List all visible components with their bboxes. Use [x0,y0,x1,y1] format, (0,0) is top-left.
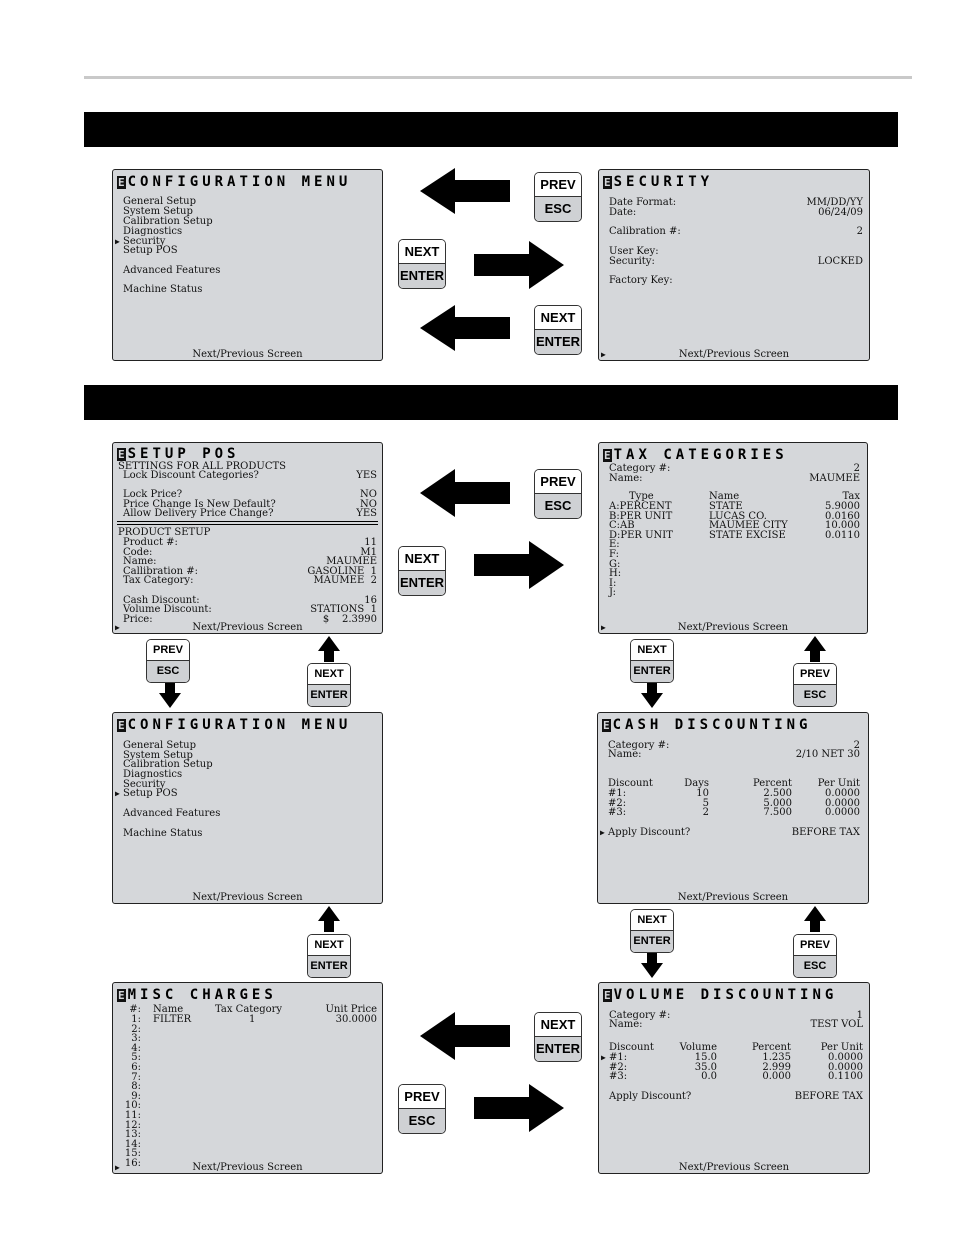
screen-footer: Next/Previous Screen [678,1162,790,1173]
next-label: NEXT [308,664,350,685]
tax-row-name: LUCAS CO. [709,510,767,522]
menu-item-advanced-features[interactable]: Advanced Features [123,808,221,819]
tax-row-type: I: [609,577,617,589]
screen-title: E TAX CATEGORIES [604,447,788,463]
screen-footer: Next/Previous Screen [192,622,303,633]
next-label: NEXT [631,640,673,661]
next-label: NEXT [631,910,673,931]
prev-esc-key[interactable] [398,1084,446,1134]
lock-price-label: Lock Price? [123,489,183,500]
name-label: Name: [609,473,643,484]
menu-item-advanced-features[interactable]: Advanced Features [123,265,221,276]
arrow-down-icon [641,953,663,978]
factory-key-label[interactable]: Factory Key: [609,275,673,286]
arrow-left-icon [420,469,510,517]
arrow-right-icon [474,541,564,589]
enter-label: ENTER [631,930,673,952]
product-number-value[interactable]: 11 [364,537,377,548]
configuration-menu-screen [112,169,383,361]
next-enter-key[interactable] [630,639,674,683]
date-format-value[interactable]: MM/DD/YY [806,197,863,208]
price-change-label: Price Change Is New Default? [123,499,276,510]
calibration-label: Calibration #: [609,226,681,237]
tax-row-rate: 5.9000 [825,501,860,512]
column-header-type: Type [629,491,654,502]
column-header-per-unit: Per Unit [820,1042,863,1053]
date-format-label: Date Format: [609,197,677,208]
separator [117,521,378,522]
prev-esc-key[interactable] [793,663,837,707]
misc-charges-screen [112,982,383,1174]
cursor-icon: ▶ [600,828,605,837]
column-header-discount: Discount [608,778,653,789]
tax-category-label: Tax Category: [123,575,194,586]
prev-esc-key[interactable] [793,934,837,978]
misc-row-unit-price: 30.0000 [335,1014,377,1025]
cash-row-percent: 7.500 [763,807,792,819]
cash-row-days: 10 [696,788,709,799]
tax-row-rate: 0.0160 [825,510,860,522]
next-enter-key[interactable] [630,909,674,953]
cash-discount-label: Cash Discount: [123,595,200,606]
tax-row-type: H: [609,568,622,580]
menu-item-security[interactable]: Security [123,779,166,790]
tax-row-type: C:AB [609,520,635,532]
product-setup-heading: PRODUCT SETUP [118,527,211,538]
column-header-tax: Tax [842,491,860,502]
category-label: Category #: [608,740,670,751]
volume-row-volume: 0.0 [701,1071,717,1083]
name-value[interactable]: TEST VOL [810,1019,863,1030]
enter-label: ENTER [399,570,445,595]
e-logo-icon: E [604,449,611,462]
screen-footer: Next/Previous Screen [192,892,303,903]
misc-row-number: 3: [131,1033,141,1045]
name-value[interactable]: MAUMEE [809,473,860,484]
category-value[interactable]: 1 [856,1010,863,1021]
volume-row-volume: 15.0 [694,1052,717,1063]
misc-row-number: 8: [131,1081,141,1093]
esc-label: ESC [535,196,581,221]
prev-label: PREV [399,1085,445,1109]
prev-esc-key[interactable] [534,172,582,222]
column-header-name: Name [709,491,740,502]
screen-title: E SECURITY [604,174,714,190]
tax-row-name: STATE EXCISE [709,529,786,541]
lock-discount-label: Lock Discount Categories? [123,470,259,481]
name-label: Name: [123,556,157,567]
menu-item-system-setup[interactable]: System Setup [123,206,193,217]
misc-row-number: 14: [124,1138,141,1150]
cash-discount-value[interactable]: 16 [364,595,377,606]
top-rule [84,76,912,79]
tax-row-type: E: [609,539,620,551]
category-label: Category #: [609,1010,671,1021]
cursor-icon: ▶ [115,623,120,632]
category-value[interactable]: 2 [853,740,860,751]
cursor-icon: ▶ [601,623,606,632]
column-header-unit-price: Unit Price [325,1004,377,1015]
menu-item-setup-pos[interactable]: Setup POS [123,245,178,256]
misc-row-number: 12: [124,1119,141,1131]
menu-item-setup-pos[interactable]: Setup POS [123,788,178,799]
cursor-icon: ▶ [115,1163,120,1172]
volume-row-label: #3: [609,1071,628,1083]
cash-row-per-unit: 0.0000 [825,797,860,809]
misc-row-tax-category: 1 [249,1014,256,1025]
next-label: NEXT [399,240,445,264]
volume-row-percent: 2.999 [762,1061,791,1073]
tax-row-rate: 0.0110 [825,529,860,541]
esc-label: ESC [794,684,836,706]
screen-footer: Next/Previous Screen [678,349,790,360]
e-logo-icon: E [118,176,125,189]
screen-title: E MISC CHARGES [118,987,277,1003]
esc-label: ESC [399,1108,445,1133]
enter-label: ENTER [631,660,673,682]
configuration-menu-screen [112,712,383,904]
arrow-left-icon [420,305,510,351]
misc-row-number: 9: [131,1090,141,1102]
tax-row-type: A:PERCENT [609,501,672,512]
misc-row-number: 7: [131,1071,141,1083]
prev-esc-key[interactable] [534,469,582,519]
arrow-left-icon [420,168,510,214]
cash-row-per-unit: 0.0000 [825,788,860,799]
volume-discount-label: Volume Discount: [123,604,212,615]
calibration-value[interactable]: 2 [856,226,863,237]
tax-row-type: B:PER UNIT [609,510,673,522]
cursor-icon: ▶ [115,237,120,246]
esc-label: ESC [147,660,189,682]
prev-label: PREV [147,640,189,661]
misc-row-number: 2: [131,1023,141,1035]
cash-row-label: #2: [608,797,627,809]
arrow-up-icon [804,636,826,662]
cash-row-percent: 2.500 [763,788,792,799]
misc-row-number: 1: [131,1014,141,1025]
menu-item-general-setup[interactable]: General Setup [123,740,197,751]
enter-label: ENTER [535,329,581,354]
menu-item-security[interactable]: Security [123,236,166,247]
arrow-up-icon [318,636,340,662]
security-value[interactable]: LOCKED [817,256,863,267]
allow-delivery-label: Allow Delivery Price Change? [123,508,274,519]
cursor-icon: ▶ [601,350,606,359]
esc-label: ESC [535,493,581,518]
next-label: NEXT [308,935,350,956]
prev-label: PREV [794,935,836,956]
screen-title: E VOLUME DISCOUNTING [604,987,838,1003]
setup-pos-screen [112,442,383,634]
screen-title: E CASH DISCOUNTING [603,717,812,733]
apply-discount-label: Apply Discount? [609,1091,692,1102]
date-value[interactable]: 06/24/09 [818,207,863,218]
lock-discount-value[interactable]: YES [356,470,377,481]
volume-row-percent: 0.000 [762,1071,791,1083]
screen-title: E SETUP POS [118,446,240,462]
tax-row-type: G: [609,558,621,570]
tax-categories-screen [598,442,868,634]
column-header-volume: Volume [679,1042,717,1053]
arrow-down-icon [159,683,181,708]
misc-row-number: 10: [124,1100,141,1112]
user-key-label[interactable]: User Key: [609,246,659,257]
arrow-down-icon [641,683,663,708]
category-value[interactable]: 2 [853,463,860,474]
price-change-value[interactable]: NO [360,499,377,510]
code-label: Code: [123,547,153,558]
name-value[interactable]: MAUMEE [326,556,377,567]
tax-row-type: D:PER UNIT [609,529,673,541]
misc-row-number: 6: [131,1062,141,1073]
menu-item-machine-status[interactable]: Machine Status [123,284,203,295]
cash-row-days: 2 [702,807,709,819]
e-logo-icon: E [118,989,125,1002]
tax-row-name: STATE [709,501,743,512]
cash-row-days: 5 [702,797,709,809]
cash-row-per-unit: 0.0000 [825,807,860,819]
e-logo-icon: E [118,448,125,461]
screen-footer: Next/Previous Screen [192,349,303,360]
volume-row-label: #2: [609,1061,628,1073]
prev-label: PREV [535,173,581,197]
enter-label: ENTER [308,684,350,706]
volume-row-volume: 35.0 [694,1061,717,1073]
screen-title: E CONFIGURATION MENU [118,717,352,733]
next-label: NEXT [535,1013,581,1037]
column-header-percent: Percent [752,1042,791,1053]
tax-row-type: J: [609,587,616,599]
tax-category-value[interactable]: MAUMEE 2 [313,575,377,586]
prev-label: PREV [535,470,581,494]
misc-row-number: 16: [124,1158,141,1169]
cursor-icon: ▶ [601,1053,606,1062]
misc-row-name: FILTER [153,1014,192,1025]
next-enter-key[interactable] [534,305,582,355]
volume-discount-value[interactable]: STATIONS 1 [310,604,377,615]
name-value[interactable]: 2/10 NET 30 [795,749,860,760]
column-header-days: Days [684,778,709,789]
arrow-right-icon [474,1084,564,1132]
e-logo-icon: E [118,719,125,732]
settings-heading: SETTINGS FOR ALL PRODUCTS [118,461,286,472]
menu-item-system-setup[interactable]: System Setup [123,750,193,761]
security-screen [598,169,870,361]
section-header-bar [84,112,898,147]
tax-row-rate: 10.000 [825,520,860,532]
e-logo-icon: E [603,719,610,732]
menu-item-machine-status[interactable]: Machine Status [123,828,203,839]
screen-footer: Next/Previous Screen [677,892,789,903]
arrow-up-icon [318,906,340,932]
e-logo-icon: E [604,176,611,189]
column-header-percent: Percent [753,778,792,789]
misc-row-number: 15: [124,1148,141,1160]
next-enter-key[interactable] [398,239,446,289]
misc-row-number: 5: [131,1052,141,1064]
arrow-right-icon [474,241,564,289]
lock-price-value[interactable]: NO [360,489,377,500]
misc-row-number: 13: [124,1129,141,1141]
security-label: Security: [609,256,655,267]
tax-row-name: MAUMEE CITY [709,520,788,532]
volume-row-percent: 1.235 [762,1052,791,1063]
next-enter-key[interactable] [307,663,351,707]
product-number-label: Product #: [123,537,178,548]
apply-discount-label: Apply Discount? [608,827,691,838]
esc-label: ESC [794,955,836,977]
enter-label: ENTER [399,263,445,288]
column-header-tax-category: Tax Category [215,1004,283,1015]
cursor-icon: ▶ [115,789,120,798]
next-enter-key[interactable] [398,546,446,596]
calibration-label: Callibration #: [123,566,198,577]
separator [117,524,378,525]
price-label: Price: [123,614,153,625]
menu-item-diagnostics[interactable]: Diagnostics [123,226,183,237]
enter-label: ENTER [308,955,350,977]
volume-row-per-unit: 0.0000 [828,1061,863,1073]
category-label: Category #: [609,463,671,474]
column-header-name: Name [153,1004,184,1015]
section-header-bar [84,385,898,420]
allow-delivery-value[interactable]: YES [356,508,377,519]
column-header-discount: Discount [609,1042,654,1053]
name-label: Name: [609,1019,643,1030]
next-enter-key[interactable] [307,934,351,978]
prev-esc-key[interactable] [146,639,190,683]
cash-row-label: #3: [608,807,627,819]
tax-row-type: F: [609,549,619,560]
menu-item-diagnostics[interactable]: Diagnostics [123,769,183,780]
apply-discount-value[interactable]: BEFORE TAX [791,827,860,838]
column-header-per-unit: Per Unit [817,778,860,789]
date-label: Date: [609,207,637,218]
prev-label: PREV [794,664,836,685]
screen-footer: Next/Previous Screen [192,1162,303,1173]
enter-label: ENTER [535,1036,581,1061]
misc-row-number: 11: [124,1110,141,1121]
next-label: NEXT [399,547,445,571]
column-header-number: #: [129,1004,141,1015]
arrow-up-icon [804,906,826,932]
next-label: NEXT [535,306,581,330]
menu-item-calibration-setup[interactable]: Calibration Setup [123,759,213,770]
arrow-left-icon [420,1012,510,1060]
menu-item-calibration-setup[interactable]: Calibration Setup [123,216,213,227]
volume-row-per-unit: 0.0000 [828,1052,863,1063]
code-value[interactable]: M1 [360,547,377,558]
volume-row-per-unit: 0.1100 [828,1071,863,1083]
menu-item-general-setup[interactable]: General Setup [123,196,197,207]
price-value[interactable]: $ 2.3990 [322,614,377,625]
cash-row-label: #1: [608,788,627,799]
volume-discounting-screen [598,982,870,1174]
screen-footer: Next/Previous Screen [677,622,789,633]
cash-row-percent: 5.000 [763,797,792,809]
apply-discount-value[interactable]: BEFORE TAX [794,1091,863,1102]
volume-row-label: #1: [609,1052,628,1063]
calibration-value[interactable]: GASOLINE 1 [307,566,377,577]
misc-row-number: 4: [131,1042,141,1054]
name-label: Name: [608,749,642,760]
next-enter-key[interactable] [534,1012,582,1062]
e-logo-icon: E [604,989,611,1002]
screen-title: E CONFIGURATION MENU [118,174,352,190]
cash-discounting-screen [597,712,869,904]
